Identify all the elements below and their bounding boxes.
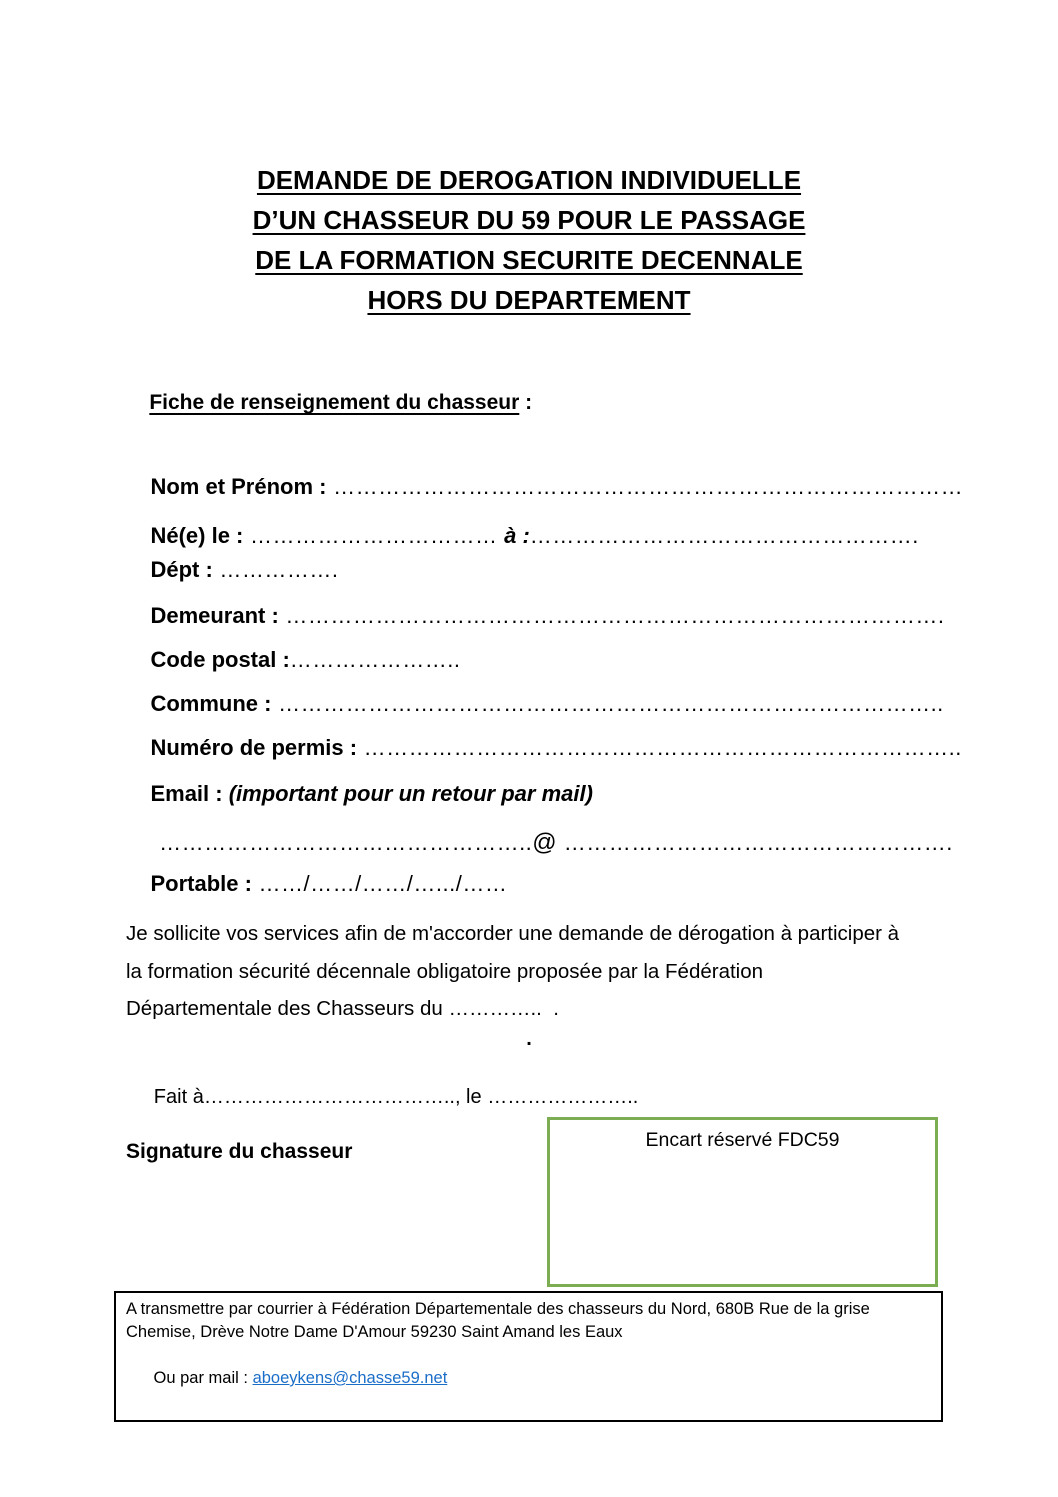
field-portable [126,845,507,923]
field-demeurant-fill: ……………………………………………………………………………. [278,603,945,628]
field-ne-le-label: Né(e) le : [150,523,244,548]
field-numero-permis-fill: …………………………………………………………………….. [357,735,962,760]
title-line-3-text: DE LA FORMATION SECURITE DECENNALE [255,245,803,275]
field-ne-a-label: à : [504,523,530,548]
footer-line-1: A transmettre par courrier à Fédération Départementale des chasseurs du Nord, 680B Rue de la grise [126,1300,870,1318]
field-numero-permis-label: Numéro de permis : [150,735,358,760]
fait-a-mid: , le [454,1086,488,1108]
field-dept-fill: ……………. [212,557,339,582]
paragraph-line-1: Je sollicite vos services afin de m'accorder une demande de dérogation à participer à [126,922,900,945]
request-paragraph [126,915,899,1028]
field-demeurant-label: Demeurant : [150,603,279,628]
paragraph-line-2: la formation sécurité décennale obligatoire proposée par la Fédération [126,959,764,983]
at-sign: @ [532,829,558,856]
field-portable-fill: ……/……/……/….../…… [251,871,508,896]
field-nom-prenom-label: Nom et Prénom : [150,474,327,499]
section-heading-colon: : [519,391,533,414]
field-dept-label: Dépt : [150,557,213,582]
fait-a-fill-2: ………………….. [487,1086,639,1108]
field-code-postal-label: Code postal : [150,647,290,672]
field-ne-le-fill-1: …………………………… [243,523,505,548]
title-line-2-text: D’UN CHASSEUR DU 59 POUR LE PASSAGE [252,205,806,235]
fdc59-reserved-box [547,1117,938,1287]
footer-transmit-box [114,1291,943,1422]
section-heading [126,367,532,439]
field-email-label: Email : [150,781,223,806]
fait-a-fill-1: ……………………………….. [203,1086,455,1108]
email-fill-left: ………………………………………….. [152,830,533,855]
field-nom-prenom-fill: ………………………………………………………………………… [326,474,964,499]
field-commune-label: Commune : [150,691,272,716]
standalone-dot: . [526,1028,532,1050]
document-title [0,160,1058,320]
section-heading-text: Fiche de renseignement du chasseur [149,391,520,414]
footer-line-2: Chemise, Drève Notre Dame D'Amour 59230 Saint Amand les Eaux [126,1323,623,1341]
fait-a-prefix: Fait à [148,1086,204,1108]
field-portable-label: Portable : [150,871,252,896]
title-line-4-text: HORS DU DEPARTEMENT [367,285,691,315]
title-line-1-text: DEMANDE DE DEROGATION INDIVIDUELLE [256,165,802,195]
signature-label: Signature du chasseur [126,1140,353,1163]
title-line [0,240,1058,280]
footer-line-3 [126,1344,931,1413]
mail-link[interactable]: aboeykens@chasse59.net [252,1369,448,1387]
email-fill-right: ……………………………………………. [557,830,953,855]
field-code-postal-fill: ………………….. [289,647,461,672]
title-line [0,200,1058,240]
field-commune-fill: …………………………………………………………………………….. [271,691,944,716]
title-line [0,160,1058,200]
fdc59-reserved-label: Encart réservé FDC59 [645,1129,840,1151]
title-line [0,280,1058,320]
paragraph-line-3: Départementale des Chasseurs du ………….. . [126,997,559,1020]
footer-mail-prefix: Ou par mail : [153,1369,253,1387]
field-email-note: (important pour un retour par mail) [222,781,593,806]
field-ne-le-fill-2: ……………………………………………. [529,523,919,548]
